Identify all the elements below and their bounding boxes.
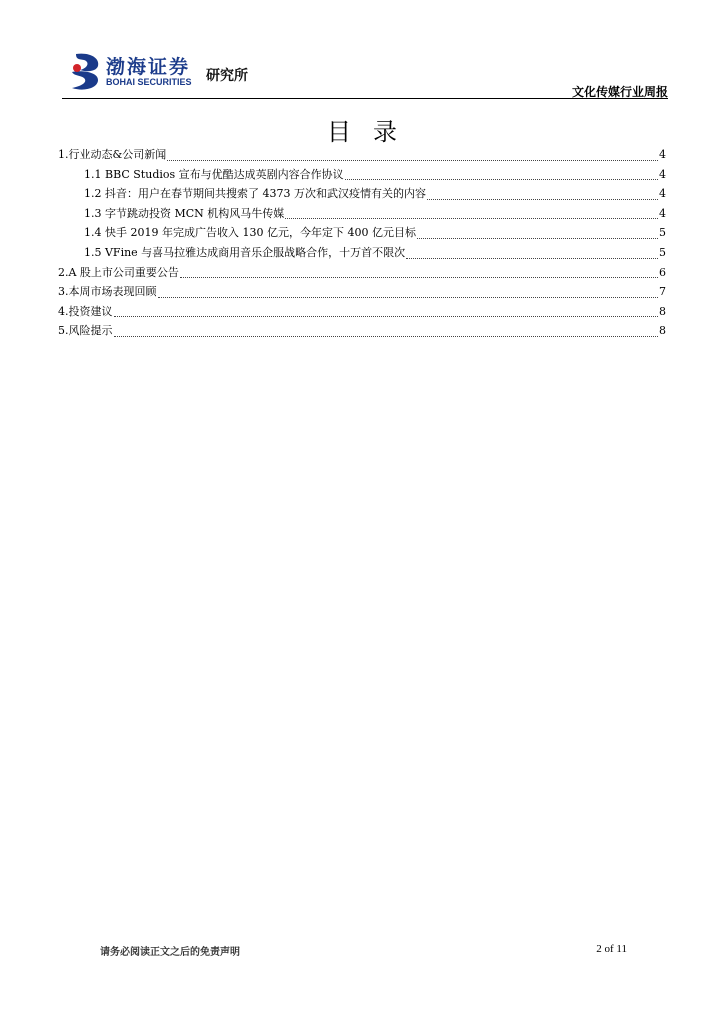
footer-disclaimer: 请务必阅读正文之后的免责声明 <box>100 947 240 958</box>
toc-leader-dots <box>114 336 659 337</box>
toc-entry-page: 8 <box>659 304 666 318</box>
toc-entry-label: 1.行业动态&公司新闻 <box>58 148 167 161</box>
toc-leader-dots <box>406 258 658 259</box>
toc-entry[interactable] <box>58 322 666 342</box>
toc-entry-page: 8 <box>659 324 666 338</box>
toc-entry-label: 5.风险提示 <box>58 324 113 338</box>
toc-leader-dots <box>158 297 659 298</box>
toc-entry-page: 7 <box>659 285 666 299</box>
toc-leader-dots <box>417 238 658 239</box>
toc-entry[interactable] <box>58 205 666 225</box>
toc-leader-dots <box>345 179 658 180</box>
bohai-logo-icon <box>68 50 104 92</box>
toc-title: 目录 <box>327 118 419 146</box>
toc-entry-page: 4 <box>659 148 666 161</box>
toc-entry[interactable] <box>58 166 666 186</box>
toc-leader-dots <box>180 277 658 278</box>
logo-chinese-name: 渤海证券 <box>106 56 191 78</box>
toc-leader-dots <box>167 160 658 161</box>
report-type: 文化传媒行业周报 <box>571 85 668 99</box>
toc-leader-dots <box>285 218 658 219</box>
header-divider <box>62 98 668 99</box>
toc-entry[interactable] <box>58 146 666 166</box>
toc-entry[interactable] <box>58 264 666 284</box>
bohai-securities-logo <box>68 50 258 94</box>
toc-entry[interactable] <box>58 244 666 264</box>
footer-page-number: 2 of 11 <box>596 943 627 955</box>
toc-leader-dots <box>114 316 659 317</box>
toc-entry-label: 1.4 快手 2019 年完成广告收入 130 亿元，今年定下 400 亿元目标 <box>84 226 416 240</box>
table-of-contents <box>58 146 666 342</box>
toc-entry-label: 3.本周市场表现回顾 <box>58 285 157 299</box>
toc-entry-page: 4 <box>659 187 666 201</box>
toc-entry-label: 1.1 BBC Studios 宣布与优酷达成英剧内容合作协议 <box>84 167 344 181</box>
toc-entry[interactable] <box>58 303 666 323</box>
page-header <box>62 50 668 100</box>
toc-entry[interactable] <box>58 224 666 244</box>
toc-entry-label: 2.A 股上市公司重要公告 <box>58 265 179 279</box>
toc-entry[interactable] <box>58 283 666 303</box>
toc-entry-label: 1.3 字节跳动投资 MCN 机构风马牛传媒 <box>84 206 285 220</box>
institute-label: 研究所 <box>206 68 248 84</box>
toc-entry-label: 1.2 抖音：用户在春节期间共搜索了 4373 万次和武汉疫情有关的内容 <box>84 187 426 201</box>
toc-leader-dots <box>427 199 658 200</box>
toc-entry-page: 4 <box>659 167 666 181</box>
toc-entry-page: 5 <box>659 245 666 259</box>
toc-entry-page: 4 <box>659 206 666 220</box>
logo-english-name: BOHAI SECURITIES <box>106 77 192 87</box>
toc-entry-label: 1.5 VFine 与喜马拉雅达成商用音乐企服战略合作，十万首不限次 <box>84 245 406 259</box>
toc-entry-page: 5 <box>659 226 666 240</box>
toc-entry-label: 4.投资建议 <box>58 304 113 318</box>
toc-entry-page: 6 <box>659 265 666 279</box>
toc-entry[interactable] <box>58 185 666 205</box>
